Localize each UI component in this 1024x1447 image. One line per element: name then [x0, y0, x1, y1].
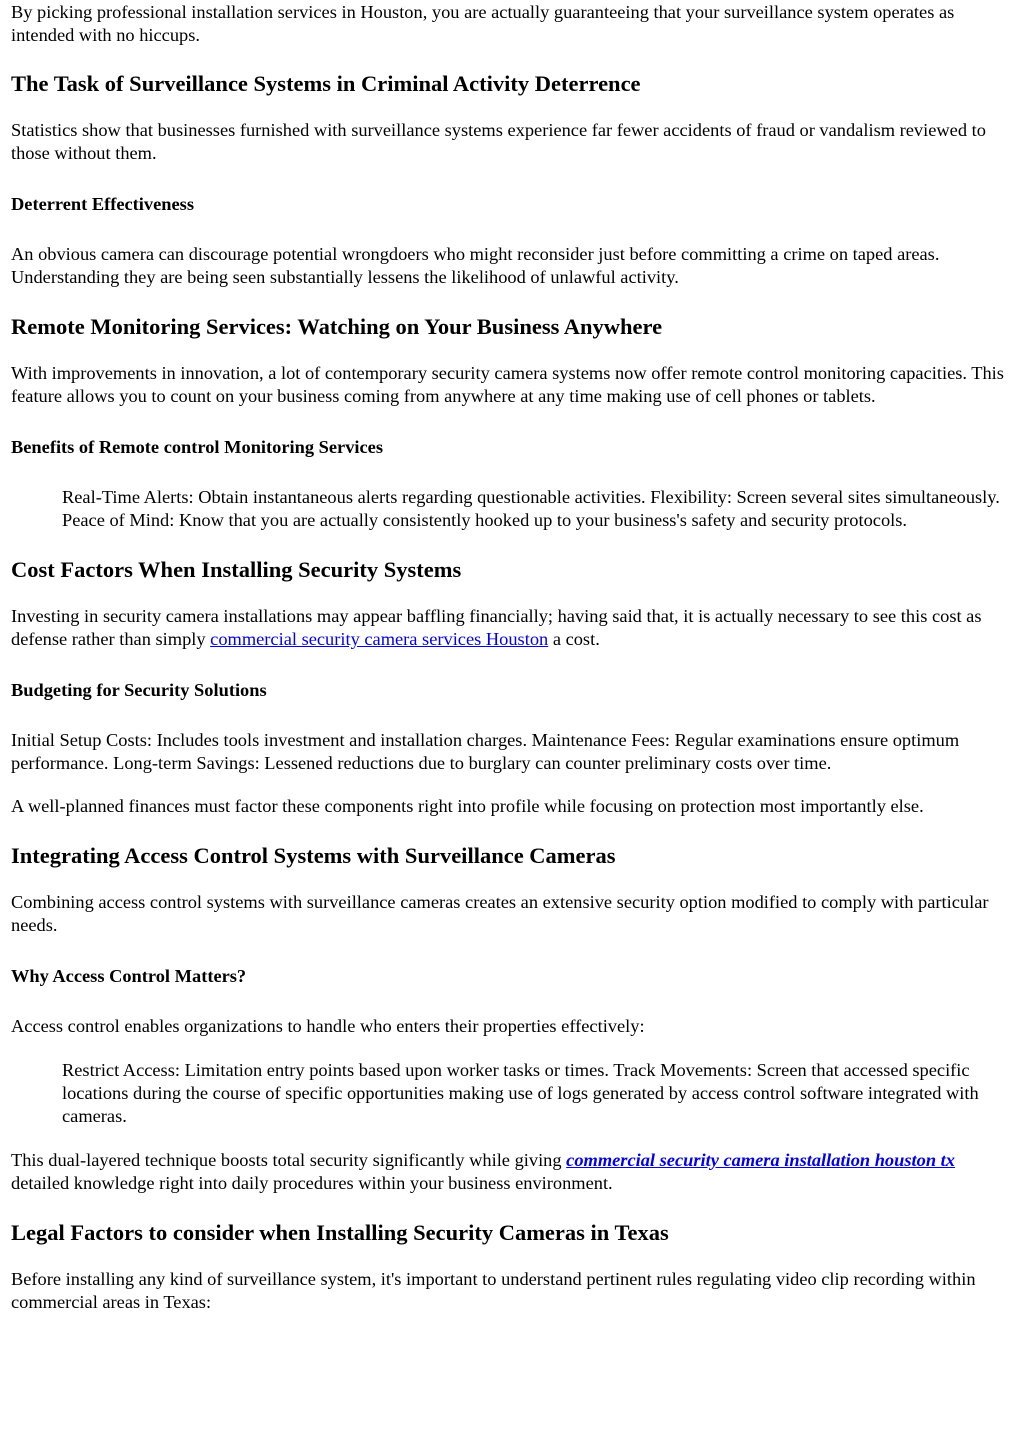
subheading-why-access-control: Why Access Control Matters? [11, 966, 247, 986]
heading-cost-factors: Cost Factors When Installing Security Systems [11, 557, 462, 582]
paragraph-cost-text-after: a cost. [548, 629, 600, 649]
paragraph-legal-factors: Before installing any kind of surveillance system, it's important to understand pertinent rules regulating video clip recording within commercial areas in Texas: [11, 1269, 976, 1312]
quote-remote-benefits: Real-Time Alerts: Obtain instantaneous alerts regarding questionable activities. Flexibility: Screen several sites simultaneously. Peace of Mind: Know that you are actually consistently hooked up to your business's safety and security protocols. [62, 487, 1000, 530]
paragraph-deterrent-effectiveness: An obvious camera can discourage potential wrongdoers who might reconsider just before committing a crime on taped areas. Understanding they are being seen substantially lessens the likelihood of unlawful activity. [11, 244, 940, 287]
quote-access-control: Restrict Access: Limitation entry points based upon worker tasks or times. Track Movements: Screen that accessed specific locations during the course of specific opportunities making use of logs generated by access control software integrated with cameras. [62, 1060, 979, 1126]
heading-deterrence: The Task of Surveillance Systems in Criminal Activity Deterrence [11, 71, 641, 96]
link-commercial-security-camera-services[interactable]: commercial security camera services Houston [210, 629, 549, 649]
paragraph-dual-text-before: This dual-layered technique boosts total security significantly while giving [11, 1150, 567, 1170]
link-commercial-security-camera-installation[interactable]: commercial security camera installation houston tx [566, 1150, 955, 1170]
heading-access-control: Integrating Access Control Systems with Surveillance Cameras [11, 843, 616, 868]
heading-legal-factors: Legal Factors to consider when Installing Security Cameras in Texas [11, 1220, 669, 1245]
heading-remote-monitoring: Remote Monitoring Services: Watching on Your Business Anywhere [11, 314, 663, 339]
subheading-budgeting: Budgeting for Security Solutions [11, 680, 267, 700]
paragraph-why-access-control: Access control enables organizations to handle who enters their properties effectively: [11, 1016, 645, 1036]
paragraph-deterrence: Statistics show that businesses furnished with surveillance systems experience far fewer accidents of fraud or vandalism reviewed to those without them. [11, 120, 986, 163]
paragraph-cost-factors [11, 605, 1013, 651]
paragraph-dual-layered [11, 1149, 1013, 1195]
paragraph-cost-text-before: Investing in security camera installations may appear baffling financially; having said that, it is actually necessary to see this cost as defense rather than simply [11, 606, 982, 649]
intro-paragraph: By picking professional installation services in Houston, you are actually guaranteeing that your surveillance system operates as intended with no hiccups. [11, 2, 955, 45]
subheading-remote-benefits: Benefits of Remote control Monitoring Services [11, 437, 383, 457]
paragraph-access-control: Combining access control systems with surveillance cameras creates an extensive security option modified to comply with particular needs. [11, 892, 989, 935]
paragraph-remote-monitoring: With improvements in innovation, a lot of contemporary security camera systems now offer remote control monitoring capacities. This feature allows you to count on your business coming from anywhere at any time making use of cell phones or tablets. [11, 363, 1004, 406]
subheading-deterrent-effectiveness: Deterrent Effectiveness [11, 194, 194, 214]
paragraph-finances: A well-planned finances must factor these components right into profile while focusing on protection most importantly else. [11, 796, 924, 816]
article [0, 1, 1024, 1314]
paragraph-dual-text-after: detailed knowledge right into daily procedures within your business environment. [11, 1173, 613, 1193]
paragraph-budgeting: Initial Setup Costs: Includes tools investment and installation charges. Maintenance Fees: Regular examinations ensure optimum performance. Long-term Savings: Lessened reductions due to burglary can counter preliminary costs over time. [11, 730, 960, 773]
